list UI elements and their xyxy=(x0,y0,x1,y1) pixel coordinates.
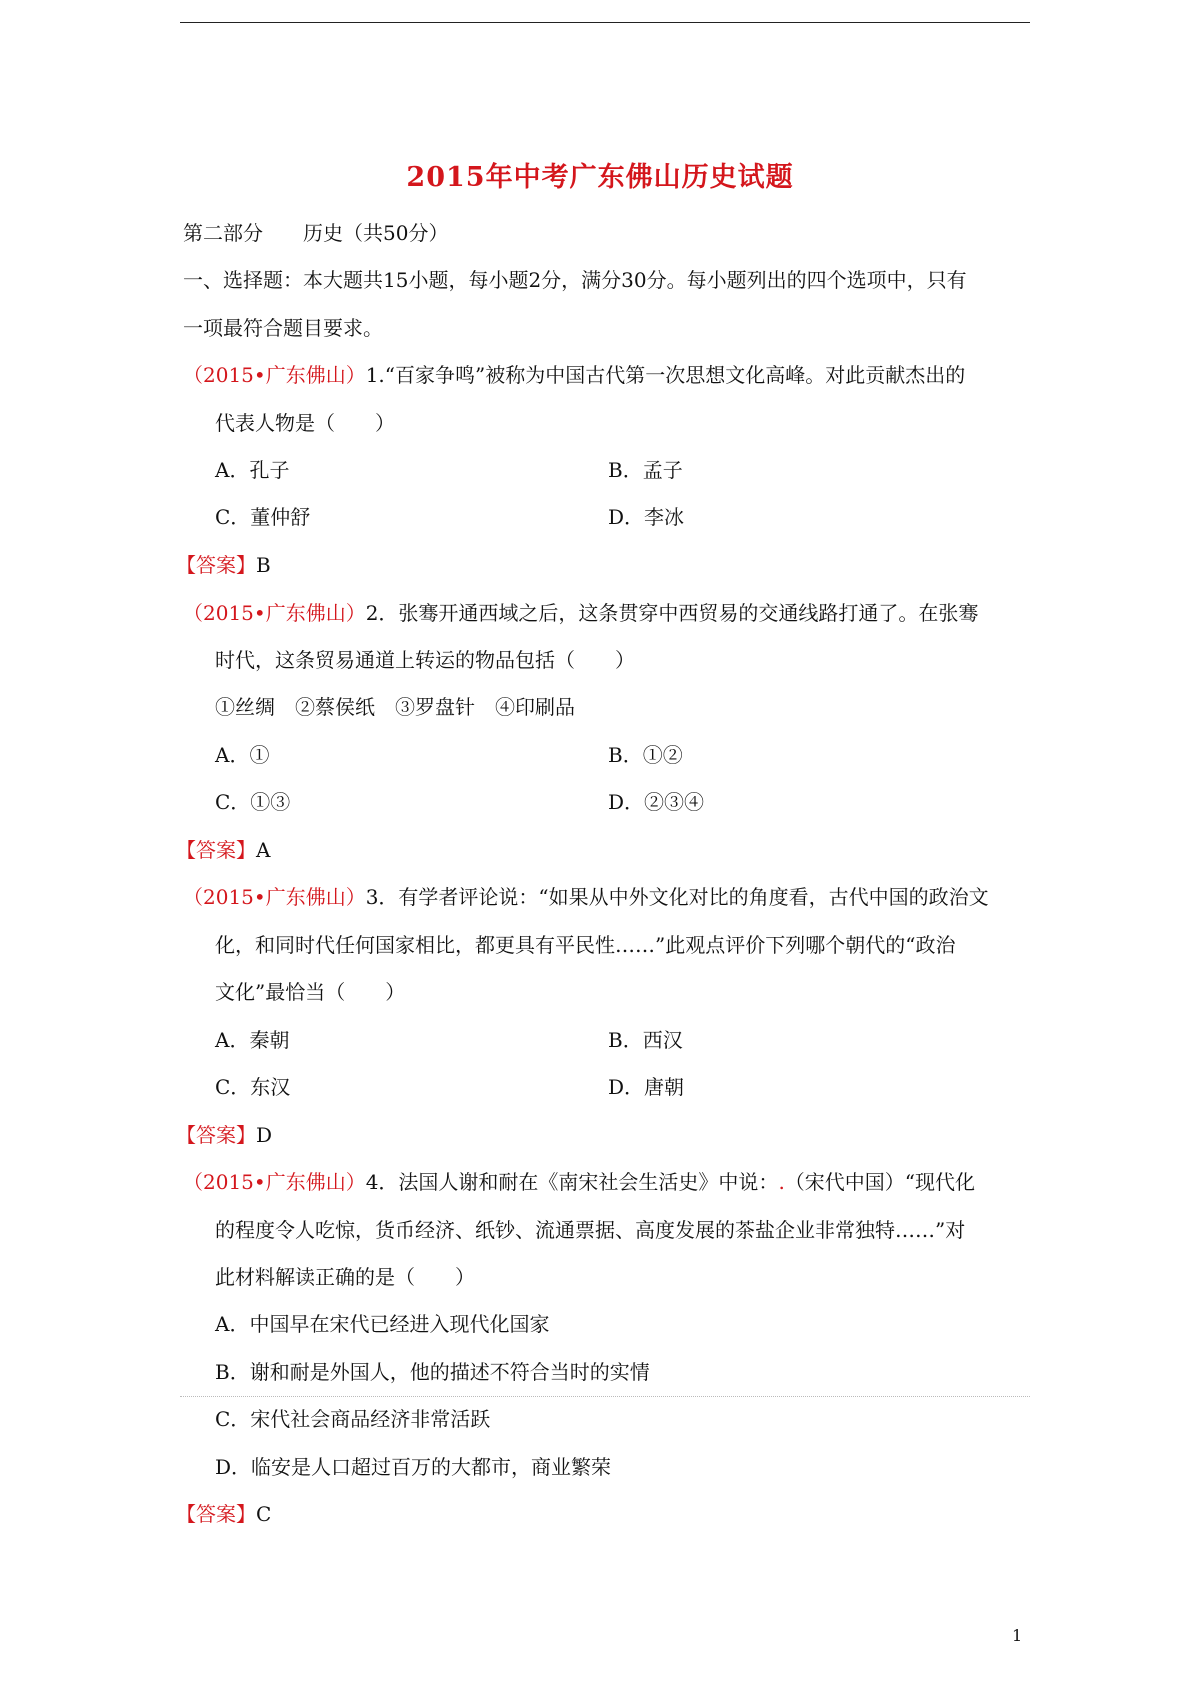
question-2-source: （2015•广东佛山） xyxy=(183,601,366,625)
section-break-rule xyxy=(180,1396,1030,1397)
question-2-option-b: B．①② xyxy=(608,743,683,767)
section-instructions-line1: 一、选择题：本大题共15小题，每小题2分，满分30分。每小题列出的四个选项中，只有 xyxy=(183,268,967,292)
question-3-stem-line2: 化，和同时代任何国家相比，都更具有平民性……”此观点评价下列哪个朝代的“政治 xyxy=(215,933,956,957)
question-4-source: （2015•广东佛山） xyxy=(183,1170,366,1194)
question-1-option-a: A．孔子 xyxy=(215,458,290,482)
question-3-option-b: B．西汉 xyxy=(608,1028,683,1052)
question-2-items: ①丝绸 ②蔡侯纸 ③罗盘针 ④印刷品 xyxy=(215,695,575,719)
question-4-option-c: C．宋代社会商品经济非常活跃 xyxy=(215,1407,491,1431)
answer-value: A xyxy=(256,838,271,862)
header-rule xyxy=(180,22,1030,23)
question-2-stem-line2: 时代，这条贸易通道上转运的物品包括（ ） xyxy=(215,648,635,672)
question-4-option-b: B．谢和耐是外国人，他的描述不符合当时的实情 xyxy=(215,1360,650,1384)
question-2-option-d: D．②③④ xyxy=(608,790,705,814)
question-2-option-a: A．① xyxy=(215,743,270,767)
question-2-option-c: C．①③ xyxy=(215,790,291,814)
question-4-line1 xyxy=(183,1168,975,1196)
page-title: 2015年中考广东佛山历史试题 xyxy=(406,162,794,193)
part-heading: 第二部分 历史（共50分） xyxy=(183,221,449,245)
question-3-option-a: A．秦朝 xyxy=(215,1028,290,1052)
answer-label: 【答案】 xyxy=(176,553,256,577)
question-3-option-d: D．唐朝 xyxy=(608,1075,685,1099)
answer-value: C xyxy=(256,1502,272,1526)
question-2-line1 xyxy=(183,599,978,627)
question-1-stem-line2: 代表人物是（ ） xyxy=(215,411,395,435)
question-1-option-d: D．李冰 xyxy=(608,505,685,529)
question-1-line1 xyxy=(183,361,965,389)
question-3-option-c: C．东汉 xyxy=(215,1075,291,1099)
question-1-option-c: C．董仲舒 xyxy=(215,505,311,529)
question-2-answer xyxy=(176,836,270,864)
answer-label: 【答案】 xyxy=(176,1502,256,1526)
question-1-source: （2015•广东佛山） xyxy=(183,363,366,387)
question-3-stem-line1: 3．有学者评论说：“如果从中外文化对比的角度看，古代中国的政治文 xyxy=(365,885,989,909)
answer-label: 【答案】 xyxy=(176,1123,256,1147)
question-1-answer xyxy=(176,551,271,579)
section-instructions-line2: 一项最符合题目要求。 xyxy=(183,316,383,340)
question-3-source: （2015•广东佛山） xyxy=(183,885,366,909)
page-number: 1 xyxy=(1012,1626,1023,1645)
question-4-stem-line3: 此材料解读正确的是（ ） xyxy=(215,1265,475,1289)
question-1-option-b: B．孟子 xyxy=(608,458,683,482)
question-4-option-a: A．中国早在宋代已经进入现代化国家 xyxy=(215,1312,550,1336)
question-4-stem-line1a: 4．法国人谢和耐在《南宋社会生活史》中说： xyxy=(365,1170,779,1194)
question-3-stem-line3: 文化”最恰当（ ） xyxy=(215,980,406,1004)
answer-value: D xyxy=(256,1123,273,1147)
question-3-answer xyxy=(176,1121,272,1149)
question-4-stem-line2: 的程度令人吃惊，货币经济、纸钞、流通票据、高度发展的茶盐企业非常独特……”对 xyxy=(215,1218,966,1242)
question-3-line1 xyxy=(183,883,989,911)
answer-label: 【答案】 xyxy=(176,838,256,862)
question-1-stem-line1: 1.“百家争鸣”被称为中国古代第一次思想文化高峰。对此贡献杰出的 xyxy=(365,363,966,387)
question-4-red-mark: . xyxy=(778,1170,785,1194)
question-2-stem-line1: 2．张骞开通西域之后，这条贯穿中西贸易的交通线路打通了。在张骞 xyxy=(365,601,979,625)
question-4-answer xyxy=(176,1500,271,1528)
question-4-option-d: D．临安是人口超过百万的大都市，商业繁荣 xyxy=(215,1455,612,1479)
answer-value: B xyxy=(256,553,271,577)
question-4-stem-line1b: （宋代中国）“现代化 xyxy=(784,1170,976,1194)
